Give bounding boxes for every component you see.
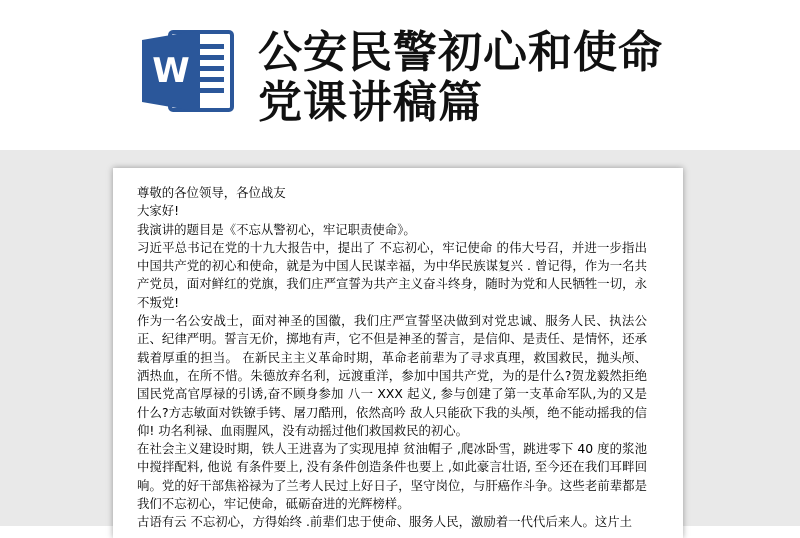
doc-paragraph: 作为一名公安战士，面对神圣的国徽，我们庄严宣誓坚决做到对党忠诚、服务人民、执法公正、纪律严明。誓言无价，掷地有声，它不但是神圣的誓言，是信仰、是责任、是情怀，还承载着厚重的担当。 在新民主主义革命时期，革命老前辈为了寻求真理，救国救民，抛头颅、洒热血，在所不惜。朱德放弃名利，远渡重洋，参加中国共产党，为的是什么?贺龙毅然拒绝国民党高官厚禄的引诱,奋不顾身参加 八一 XXX 起义, 参与创建了第一支革命军队,为的又是什么?方志敏面对铁镣手铐、屠刀酷刑，依然高吟 敌人只能砍下我的头颅，绝不能动摇我的信仰! 功名利禄、血雨腥风，没有动摇过他们救国救民的初心。 bbox=[137, 313, 647, 438]
word-document-icon bbox=[140, 28, 236, 114]
title-line-2: 党课讲稿篇 bbox=[258, 77, 483, 128]
title-line-1: 公安民警初心和使命 bbox=[258, 27, 663, 78]
doc-paragraph: 尊敬的各位领导，各位战友 bbox=[137, 185, 286, 200]
doc-paragraph: 我演讲的题目是《不忘从警初心，牢记职责使命》。 bbox=[137, 221, 416, 237]
doc-paragraph: 在社会主义建设时期，铁人王进喜为了实现甩掉 贫油帽子 ,爬冰卧雪，跳进零下 40 度的浆池中搅拌配料, 他说 有条件要上, 没有条件创造条件也要上 ,如此豪言壮语, 至今还在我们耳畔回响。党的好干部焦裕禄为了兰考人民过上好日子，坚守岗位，与肝癌作斗争。这些老前辈都是我们不忘初心，牢记使命，砥砺奋进的光辉榜样。 bbox=[137, 441, 647, 512]
document-body bbox=[137, 184, 647, 532]
word-logo-letter: W bbox=[152, 51, 190, 91]
doc-paragraph: 古语有云 不忘初心，方得始终 .前辈们忠于使命、服务人民，激励着一代代后来人。这片土 bbox=[137, 514, 633, 530]
page-title bbox=[258, 28, 778, 128]
doc-paragraph: 大家好! bbox=[137, 203, 180, 219]
document-page bbox=[113, 168, 683, 538]
doc-paragraph: 习近平总书记在党的十九大报告中，提出了 不忘初心，牢记使命 的伟大号召，并进一步指出 中国共产党的初心和使命，就是为中国人民谋幸福，为中华民族谋复兴 . 曾记得，作为一名共产党员，面对鲜红的党旗，我们庄严宣誓为共产主义奋斗终身，随时为党和人民牺牲一切，永不叛党! bbox=[137, 239, 647, 310]
page-header bbox=[0, 0, 800, 160]
